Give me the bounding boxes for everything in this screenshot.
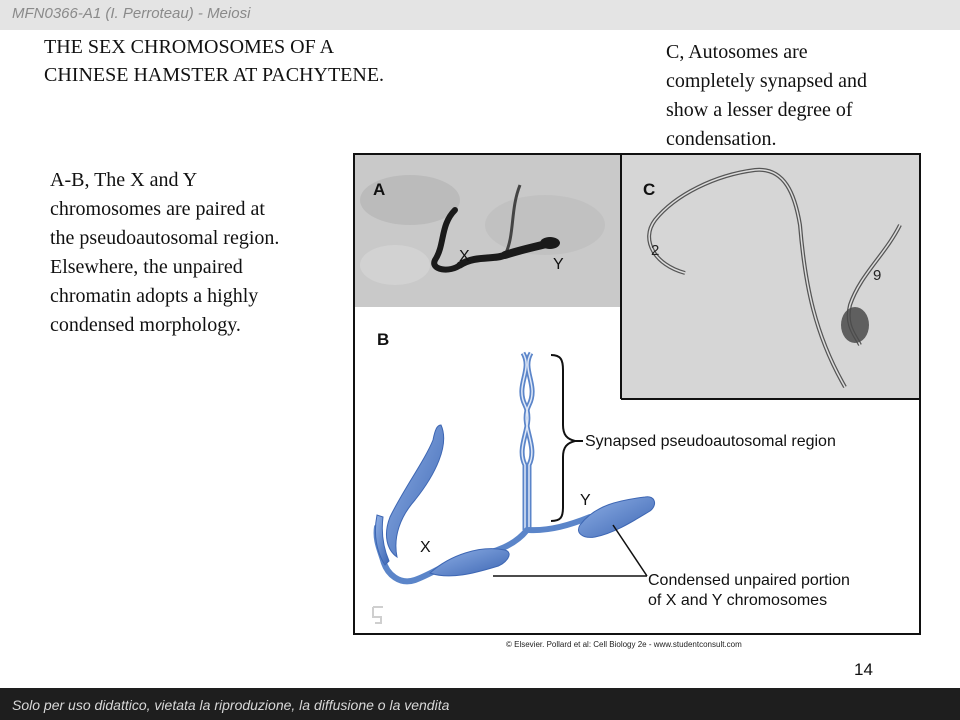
panel-a-y-label: Y xyxy=(553,256,564,273)
text-line: Elsewhere, the unpaired xyxy=(50,256,243,278)
panel-c-chrom-2-label: 2 xyxy=(651,242,660,259)
panel-a-micrograph xyxy=(355,155,621,307)
header-text: MFN0366-A1 (I. Perroteau) - Meiosi xyxy=(12,5,251,22)
text-line: C, Autosomes are xyxy=(666,41,808,63)
footer-bar xyxy=(0,688,960,720)
footer-text: Solo per uso didattico, vietata la riproduzione, la diffusione o la vendita xyxy=(12,697,450,713)
description-c xyxy=(666,38,936,154)
panel-b-y-label: Y xyxy=(580,492,591,509)
figure-credit: © Elsevier. Pollard et al: Cell Biology 2e - www.studentconsult.com xyxy=(506,640,742,649)
text-line: A-B, The X and Y xyxy=(50,169,198,191)
description-ab xyxy=(50,166,334,340)
header-bar xyxy=(0,0,960,30)
condensed-portion-label-line1: Condensed unpaired portion xyxy=(648,572,850,589)
page-number: 14 xyxy=(854,660,873,679)
panel-b-label: B xyxy=(377,330,390,349)
panel-c-label: C xyxy=(643,180,656,199)
text-line: condensation. xyxy=(666,128,777,150)
condensed-portion-label-line2: of X and Y chromosomes xyxy=(648,592,828,609)
text-line: completely synapsed and xyxy=(666,70,868,92)
text-line: chromatin adopts a highly xyxy=(50,285,259,307)
slide-title xyxy=(44,33,474,89)
synapsed-region-label: Synapsed pseudoautosomal region xyxy=(585,433,836,450)
publisher-logo-icon xyxy=(373,607,383,623)
text-line: condensed morphology. xyxy=(50,314,241,336)
text-line: chromosomes are paired at xyxy=(50,198,265,220)
figure-graphic xyxy=(355,155,919,633)
panel-a-x-label: X xyxy=(459,248,470,265)
text-line: show a lesser degree of xyxy=(666,99,853,121)
panel-b-x-label: X xyxy=(420,539,431,556)
title-line: CHINESE HAMSTER AT PACHYTENE. xyxy=(44,64,385,86)
panel-a-label: A xyxy=(373,180,386,199)
chromosome-figure xyxy=(353,153,921,635)
panel-c-chrom-9-label: 9 xyxy=(873,267,882,284)
title-line: THE SEX CHROMOSOMES OF A xyxy=(44,36,335,58)
panel-c-micrograph xyxy=(621,155,919,399)
text-line: the pseudoautosomal region. xyxy=(50,227,280,249)
